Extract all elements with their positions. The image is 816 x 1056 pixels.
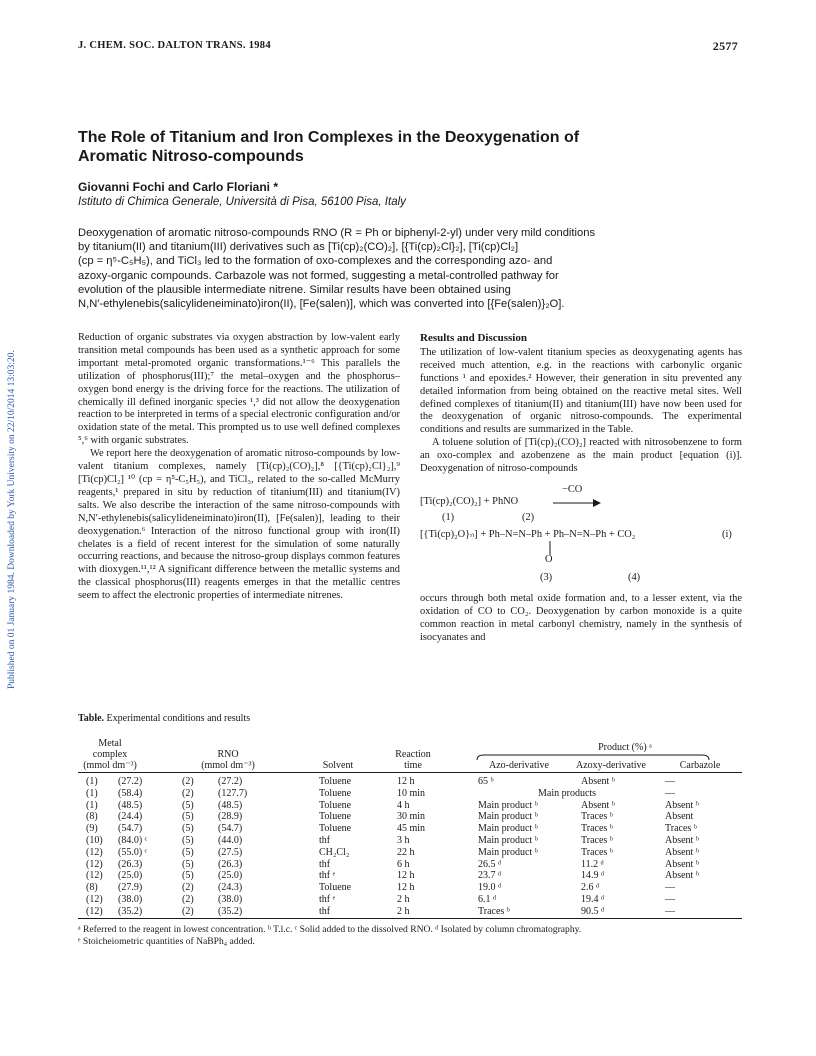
table-cell: (44.0) [218, 835, 243, 846]
table-cell: 10 min [397, 787, 426, 799]
table-cell: (8) [86, 811, 98, 823]
table-cell: Traces ᵇ [581, 823, 613, 835]
footnote-line: ᵉ Stoicheiometric quantities of NaBPh₄ added. [78, 936, 255, 947]
results-paragraph-2: A toluene solution of [Ti(cp)₂(CO)₂] reacted with nitrosobenzene to form an oxo-complex and azobenzene as the main product [equation (i)]. Deoxygenation of nitroso-compounds [420, 437, 742, 475]
header-line: complex [92, 749, 128, 760]
table-cell: (2) [182, 787, 194, 799]
table-cell: (28.9) [218, 811, 243, 823]
scheme-equation-label: (i) [722, 528, 732, 540]
journal-citation: J. CHEM. SOC. DALTON TRANS. 1984 [78, 40, 271, 51]
table-cell: (2) [182, 894, 194, 905]
table-cell: (1) [86, 776, 98, 787]
table-cell: (10) [86, 835, 103, 846]
table-caption-text: Experimental conditions and results [106, 713, 251, 724]
table-cell: Absent ᵇ [665, 846, 699, 858]
table-row [78, 800, 742, 812]
results-table [78, 736, 742, 917]
table-cell: 12 h [397, 882, 415, 894]
header-line: (mmol dm⁻³) [83, 760, 137, 771]
table-cell: — [665, 894, 675, 905]
table-cell: Main product ᵇ [478, 846, 538, 858]
header-metal-complex [78, 738, 142, 771]
table-cell: 23.7 ᵈ [478, 870, 502, 882]
table-cell: (5) [182, 811, 194, 823]
table-cell: CH₂Cl₂ [319, 846, 350, 858]
table-cell: (5) [182, 799, 194, 811]
intro-paragraph-1: Reduction of organic substrates via oxygen abstraction by low-valent early transition metal compounds has been used as a synthetic approach for some important metal-promoted organic transformations.¹⁻⁶ This parallels the utilization of phosphorus(III);⁷ the metal–oxygen and the phosphorus–oxygen bond energy is the driving force for the reactions. The utilization of chemically ill defined inorganic species ¹,³ did not allow the deoxygenation reaction to be interpreted in terms of a special electronic configuration and/or oxidation state of the metal. This prompted us to use well defined complexes ⁵,⁶ with organic substrates. [78, 332, 400, 447]
reaction-arrow-icon [553, 498, 601, 508]
abstract-line: Deoxygenation of aromatic nitroso-compounds RNO (R = Ph or biphenyl-2-yl) under very mild conditions [78, 227, 596, 239]
table-cell: (84.0) ᶜ [118, 835, 148, 846]
results-paragraph-1: The utilization of low-valent titanium species as deoxygenating agents has received much attention, e.g. in the reactions with carbonylic organic functions ¹ and epoxides.² However, their generation in situ prevented any detailed information from being obtained on the reactive metal sites. Well defined complexes of titanium(II) and titanium(III) have now been used for the deoxygenation of organic nitroso-compounds. The experimental conditions and results are summarized in the Table. [420, 346, 742, 436]
header-azoxy: Azoxy-derivative [576, 760, 646, 771]
intro-paragraph-2: We report here the deoxygenation of aromatic nitroso-compounds by low-valent titanium complexes, namely [Ti(cp)₂(CO)₂],⁸ [{Ti(cp)₂Cl}₂],⁹ [Ti(cp)Cl₂] ¹⁰ (cp = η⁵-C₅H₅), and TiCl₃, related to the so-called McMurry reagents,¹ prepared in situ by reduction of titanium(III) and titanium(IV) salts. We also describe the interaction of the same nitroso-compounds with N,N′-ethylenebis(salicylideneiminato)iron(II), [Fe(salen)], leading to their deoxygenation.⁶ Interaction of the nitroso functional group with iron(II) chelates is a field of recent interest for the simulation of some naturally occurring reactions, and because the nitroso-group displays common features with dioxygen.¹¹,¹² A significant difference between the metallic systems and the classical phosphorus(III) reagents emerges in that the metallic centres seem to affect the electronic properties of intermediate nitrenes. [78, 448, 400, 602]
scheme-label-2: (2) [522, 511, 535, 523]
abstract-line: azoxy-organic compounds. Carbazole was not formed, suggesting a metal-controlled pathway for [78, 269, 559, 282]
table-cell: Toluene [319, 811, 352, 823]
table-cell: 30 min [397, 811, 426, 823]
title-line-1: The Role of Titanium and Iron Complexes in the Deoxygenation of [78, 129, 580, 146]
abstract [78, 226, 742, 311]
table-cell: (5) [182, 835, 194, 846]
table-cell: (1) [86, 787, 98, 799]
table-cell: (38.0) [218, 894, 243, 905]
table-cell: 4 h [397, 799, 410, 811]
table-rule [78, 772, 742, 773]
table-cell: Traces ᵇ [581, 846, 613, 858]
scheme-oxygen: O [545, 553, 553, 565]
table-cell: (8) [86, 882, 98, 894]
table-cell: (48.5) [118, 799, 143, 811]
header-azo: Azo-derivative [489, 760, 549, 771]
table-cell: 12 h [397, 870, 415, 882]
table-cell: 6.1 ᵈ [478, 894, 497, 905]
table-cell: (9) [86, 823, 98, 835]
table-cell: (12) [86, 846, 103, 858]
table-cell: (54.7) [118, 823, 143, 835]
abstract-line: N,N′-ethylenebis(salicylideneiminato)iron(II), [Fe(salen)], which was converted into [{Fe(salen)}₂O]. [78, 298, 565, 311]
table-cell: (27.2) [218, 776, 243, 787]
table-cell: (26.3) [118, 858, 143, 870]
table-cell: (12) [86, 870, 103, 882]
table-cell: Traces ᵇ [581, 811, 613, 823]
table-cell: 2.6 ᵈ [581, 882, 600, 894]
table-row [78, 906, 742, 918]
running-head [78, 40, 738, 56]
table-cell: (25.0) [218, 870, 243, 882]
table-cell: Absent ᵇ [665, 870, 699, 882]
table-cell: Toluene [319, 787, 352, 799]
abstract-line: evolution of the plausible intermediate nitrene. Similar results have been obtained using [78, 283, 511, 296]
table-cell: Absent ᵇ [581, 776, 615, 787]
affiliation: Istituto di Chimica Generale, Università di Pisa, 56100 Pisa, Italy [78, 196, 406, 208]
table-cell: Traces ᵇ [478, 905, 510, 917]
section-heading: Results and Discussion [420, 332, 527, 344]
table-cell: 11.2 ᵈ [581, 858, 604, 870]
table-row [78, 835, 742, 847]
table-cell: thf ᵉ [319, 894, 336, 905]
title-line-2: Aromatic Nitroso-compounds [78, 148, 304, 165]
table-cell: (24.3) [218, 882, 243, 894]
table-cell: (127.7) [218, 787, 248, 799]
table-cell: — [665, 776, 675, 787]
table-cell: (27.9) [118, 882, 143, 894]
table-cell: (27.2) [118, 776, 143, 787]
header-carbazole: Carbazole [679, 760, 721, 771]
right-column [420, 332, 742, 645]
table-row [78, 894, 742, 906]
table-cell: Toluene [319, 823, 352, 835]
table-cell: (12) [86, 858, 103, 870]
table-cell: Absent [665, 811, 694, 823]
table-cell: Toluene [319, 776, 352, 787]
table-cell: Absent ᵇ [665, 858, 699, 870]
table-cell: thf ᵉ [319, 870, 336, 882]
table-cell: Traces ᵇ [665, 823, 697, 835]
table-cell: Main product ᵇ [478, 811, 538, 823]
table-cell: (58.4) [118, 787, 143, 799]
scheme-arrow-label: −CO [562, 483, 583, 495]
table-cell: (25.0) [118, 870, 143, 882]
table-cell: Main product ᵇ [478, 835, 538, 846]
table-caption-label: Table. [78, 713, 105, 724]
table-cell: thf [319, 835, 331, 846]
table-cell: — [665, 787, 675, 799]
header-line: Metal [98, 738, 122, 749]
table-row [78, 823, 742, 835]
table-cell: (5) [182, 846, 194, 858]
header-rno [182, 749, 274, 771]
header-solvent: Solvent [322, 760, 354, 771]
left-column [78, 332, 400, 603]
table-cell: Absent ᵇ [665, 799, 699, 811]
table-cell: (54.7) [218, 823, 243, 835]
table-cell: 26.5 ᵈ [478, 858, 502, 870]
table-cell: (27.5) [218, 846, 243, 858]
page-number: 2577 [712, 39, 738, 53]
table-footnotes [78, 924, 742, 948]
table-cell: thf [319, 905, 331, 917]
table-row [78, 788, 742, 800]
table-row [78, 847, 742, 859]
table-cell: 19.4 ᵈ [581, 894, 605, 905]
table-row [78, 776, 742, 788]
table-cell: (38.0) [118, 894, 143, 905]
table-cell: Absent ᵇ [581, 799, 615, 811]
table-cell: (5) [182, 823, 194, 835]
scheme-reactants: [Ti(cp)₂(CO)₂] + PhNO [420, 495, 519, 507]
table-cell: 90.5 ᵈ [581, 905, 605, 917]
article-title [78, 128, 718, 166]
table-cell: Toluene [319, 799, 352, 811]
table-row [78, 859, 742, 871]
table-caption [78, 713, 250, 724]
table-cell: (5) [182, 870, 194, 882]
scheme-label-3: (3) [540, 571, 553, 583]
abstract-line: by titanium(II) and titanium(III) derivatives such as [Ti(cp)₂(CO)₂], [{Ti(cp)₂Cl}₂], [Ti(cp)Cl₂] [78, 241, 519, 254]
table-cell: 45 min [397, 823, 426, 835]
table-cell: (55.0) ᶜ [118, 846, 148, 858]
table-cell: 12 h [397, 776, 415, 787]
table-row [78, 811, 742, 823]
table-cell: (12) [86, 905, 103, 917]
header-line: time [404, 760, 422, 771]
results-paragraph-3: occurs through both metal oxide formation and, to a lesser extent, via the oxidation of CO to CO₂. Deoxygenation by carbon monoxide is a quite common reaction in metal carbonyl chemistry, namely in the synthesis of isocyanates and [420, 592, 742, 643]
table-cell: (35.2) [118, 905, 143, 917]
header-product: Product (%) ᵃ [598, 742, 652, 753]
table-cell: 2 h [397, 905, 410, 917]
table-cell: thf [319, 858, 331, 870]
scheme-label-1: (1) [442, 511, 455, 523]
header-reaction-time [383, 749, 443, 771]
header-line: (mmol dm⁻³) [201, 760, 255, 771]
table-cell: (48.5) [218, 799, 243, 811]
table-cell: (35.2) [218, 905, 243, 917]
table-cell: — [665, 882, 675, 894]
table-cell: 22 h [397, 846, 415, 858]
footnote-line: ᵃ Referred to the reagent in lowest concentration. ᵇ T.l.c. ᶜ Solid added to the dissolved RNO. ᵈ Isolated by column chromatography. [78, 924, 582, 935]
table-cell: (5) [182, 858, 194, 870]
table-cell: 6 h [397, 858, 410, 870]
table-cell: (2) [182, 776, 194, 787]
scheme-label-4: (4) [628, 571, 641, 583]
table-cell: — [665, 905, 675, 917]
header-line: RNO [217, 749, 239, 760]
table-cell: 19.0 ᵈ [478, 882, 502, 894]
table-cell: 14.9 ᵈ [581, 870, 605, 882]
publication-side-note: Published on 01 January 1984. Downloaded by York University on 22/10/2014 13:03:20. [7, 350, 17, 690]
table-cell: Traces ᵇ [581, 835, 613, 846]
table-cell: 3 h [397, 835, 410, 846]
table-cell: (24.4) [118, 811, 143, 823]
table-cell: (2) [182, 882, 194, 894]
table-rule [78, 918, 742, 919]
table-cell: (26.3) [218, 858, 243, 870]
table-cell: (1) [86, 799, 98, 811]
table-cell: (12) [86, 894, 103, 905]
table-cell: Absent ᵇ [665, 835, 699, 846]
table-cell: 65 ᵇ [478, 776, 494, 787]
table-cell: (2) [182, 905, 194, 917]
n-o-bond-icon [548, 541, 552, 555]
reaction-scheme [420, 482, 742, 587]
table-cell: Main products [538, 787, 597, 799]
table-cell: 2 h [397, 894, 410, 905]
table-cell: Main product ᵇ [478, 799, 538, 811]
table-cell: Toluene [319, 882, 352, 894]
table-cell: Main product ᵇ [478, 823, 538, 835]
abstract-line: (cp = η⁵-C₅H₅), and TiCl₃ led to the formation of oxo-complexes and the corresponding azo- and [78, 255, 553, 268]
table-row [78, 870, 742, 882]
scheme-products: [{Ti(cp)₂O}ₙ] + Ph–N=N–Ph + Ph–N=N–Ph + CO₂ [420, 528, 636, 540]
table-row [78, 882, 742, 894]
header-line: Reaction [395, 749, 431, 760]
authors: Giovanni Fochi and Carlo Floriani * [78, 180, 279, 194]
